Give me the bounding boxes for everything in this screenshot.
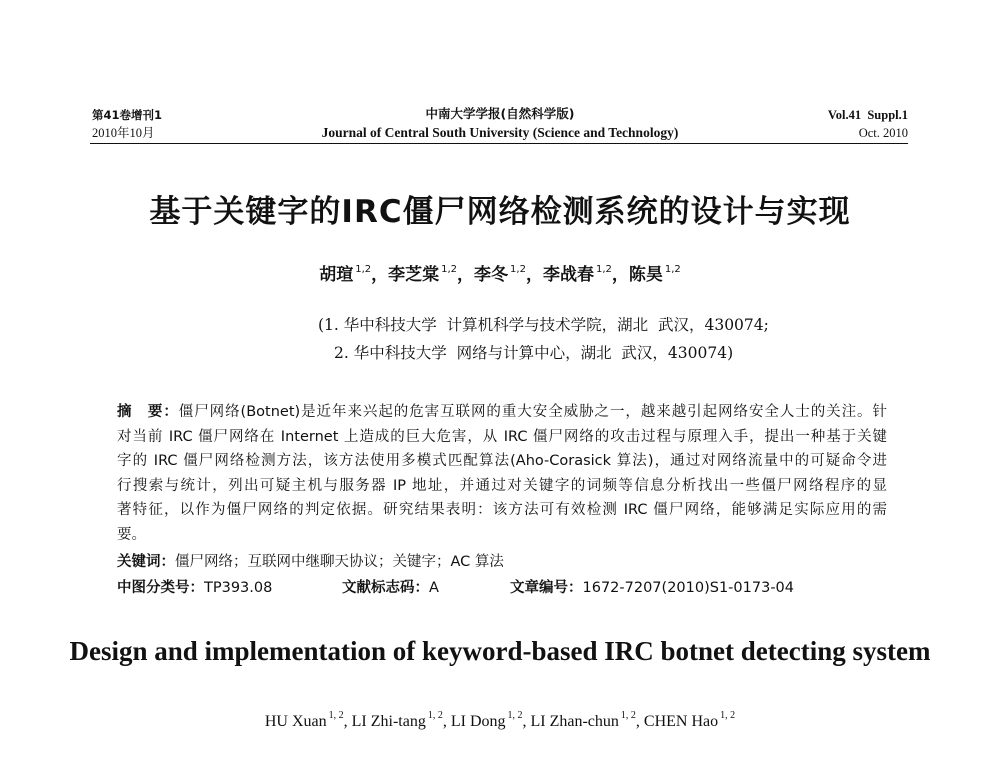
- author-separator: ，: [457, 265, 475, 285]
- doc-code-label: 文献标志码：: [342, 580, 429, 596]
- author-name: HU Xuan: [264, 713, 327, 730]
- author-separator: ,: [343, 713, 352, 730]
- clc-label: 中图分类号：: [117, 580, 204, 596]
- author-name: 李芝棠: [388, 265, 440, 285]
- author-affiliation-mark: 1,2: [595, 264, 612, 275]
- author-separator: ，: [371, 265, 389, 285]
- author-affiliation-mark: 1,2: [510, 264, 526, 275]
- abstract-line: 著特征，以作为僵尸网络的判定依据。研究结果表明：该方法可有效检测 IRC 僵尸网络，能够满足实际应用的需: [117, 502, 887, 518]
- author-separator: ,: [522, 713, 531, 730]
- date-cn: 2010年10月: [92, 126, 155, 140]
- affiliation-2: 2. 华中科技大学 网络与计算中心，湖北 武汉，430074): [334, 344, 734, 362]
- keywords: [117, 550, 887, 575]
- abstract-label: 摘 要：: [117, 404, 179, 420]
- author-name: LI Zhi-tang: [351, 713, 426, 730]
- author-separator: ,: [442, 713, 451, 730]
- keywords-label: 关键词：: [117, 554, 175, 570]
- author-affiliation-mark: 1, 2: [720, 710, 736, 721]
- author-affiliation-mark: 1,2: [355, 264, 372, 275]
- author-name: 李冬: [474, 265, 509, 285]
- author-name: CHEN Hao: [643, 713, 719, 730]
- journal-en: Journal of Central South University (Science and Technology): [321, 125, 679, 140]
- abstract: [117, 400, 887, 575]
- journal-cn: 中南大学学报(自然科学版): [425, 106, 575, 121]
- author-name: 胡瑄: [319, 265, 354, 285]
- author-separator: ,: [635, 713, 644, 730]
- date-en: Oct. 2010: [858, 126, 908, 140]
- author-affiliation-mark: 1, 2: [427, 710, 443, 721]
- doc-code-value: A: [429, 580, 439, 596]
- title-cn: 基于关键字的IRC僵尸网络检测系统的设计与实现: [149, 194, 851, 230]
- article-no-value: 1672-7207(2010)S1-0173-04: [582, 580, 794, 596]
- author-separator: ，: [611, 265, 629, 285]
- title-en: Design and implementation of keyword-based IRC botnet detecting system: [69, 636, 931, 666]
- abstract-line: 字的 IRC 僵尸网络检测方法，该方法使用多模式匹配算法(Aho-Corasick 算法)，通过对网络流量中的可疑命令进: [117, 453, 887, 469]
- author-name: LI Dong: [450, 713, 506, 730]
- author-name: 李战春: [542, 265, 594, 285]
- authors-en: [0, 710, 1000, 731]
- affiliation-1: (1. 华中科技大学 计算机科学与技术学院，湖北 武汉，430074;: [318, 316, 769, 334]
- authors-cn: [0, 260, 1000, 285]
- author-affiliation-mark: 1,2: [664, 264, 681, 275]
- author-affiliation-mark: 1, 2: [328, 710, 344, 721]
- keywords-value: 僵尸网络；互联网中继聊天协议；关键字；AC 算法: [175, 554, 504, 570]
- header-rule: [90, 143, 908, 144]
- volume-en: Vol.41 Suppl.1: [827, 108, 908, 122]
- abstract-line: 僵尸网络(Botnet)是近年来兴起的危害互联网的重大安全威胁之一，越来越引起网络安全人士的关注。针: [178, 404, 887, 420]
- author-affiliation-mark: 1, 2: [507, 710, 523, 721]
- author-name: LI Zhan-chun: [530, 713, 619, 730]
- article-no-label: 文章编号：: [510, 580, 583, 596]
- abstract-line: 行搜索与统计，列出可疑主机与服务器 IP 地址，并通过对关键字的词频等信息分析找出一些僵尸网络程序的显: [117, 477, 887, 494]
- abstract-line: 要。: [117, 526, 146, 543]
- author-affiliation-mark: 1,2: [441, 264, 458, 275]
- author-name: 陈昊: [628, 265, 663, 285]
- abstract-line: 对当前 IRC 僵尸网络在 Internet 上造成的巨大危害，从 IRC 僵尸网络的攻击过程与原理入手，提出一种基于关键: [117, 428, 887, 445]
- volume-cn: 第41卷增刊1: [92, 108, 163, 122]
- author-separator: ，: [525, 265, 543, 285]
- clc-value: TP393.08: [204, 580, 273, 596]
- author-affiliation-mark: 1, 2: [620, 710, 636, 721]
